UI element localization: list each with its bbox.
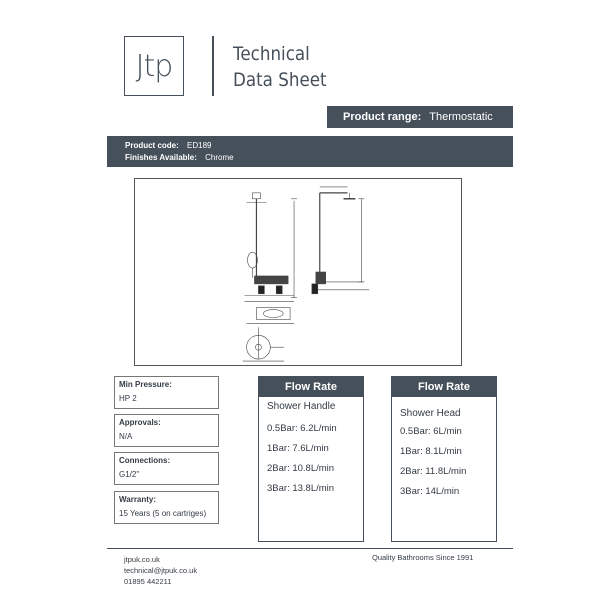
spec-value: 15 Years (5 on cartriges) — [119, 509, 207, 518]
spec-label: Min Pressure: — [119, 380, 172, 389]
spec-connections — [114, 452, 219, 485]
spec-value: N/A — [119, 432, 133, 441]
document-title — [233, 41, 327, 93]
finishes-row — [125, 152, 513, 164]
logo-text: Jtp — [135, 48, 173, 84]
flow-rate-row: 0.5Bar: 6L/min — [400, 426, 462, 437]
flow-rate-row: 2Bar: 10.8L/min — [267, 463, 335, 474]
product-info-bar — [107, 136, 513, 167]
spec-value: G1/2" — [119, 470, 140, 479]
flow-rate-row: 1Bar: 7.6L/min — [267, 443, 329, 454]
spec-min-pressure — [114, 376, 219, 409]
product-code-value: ED189 — [187, 141, 212, 150]
flow-rate-shower-handle — [258, 376, 364, 542]
spec-value: HP 2 — [119, 394, 137, 403]
jtp-logo — [124, 36, 184, 96]
flow-rate-row: 0.5Bar: 6.2L/min — [267, 423, 337, 434]
footer-phone: 01895 442211 — [124, 577, 172, 586]
footer-contact — [124, 554, 197, 587]
flow-rate-row: 2Bar: 11.8L/min — [400, 466, 467, 477]
flow-rate-row: 1Bar: 8.1L/min — [400, 446, 462, 457]
footer-email-link[interactable]: technical@jtpuk.co.uk — [124, 566, 198, 575]
flow-rate-header: Flow Rate — [259, 377, 363, 397]
logo-divider — [212, 36, 214, 96]
product-range-bar — [327, 106, 513, 128]
spec-warranty — [114, 491, 219, 524]
flow-rate-header: Flow Rate — [392, 377, 496, 397]
title-line-1: Technical — [233, 43, 310, 65]
flow-rate-row: 3Bar: 13.8L/min — [267, 483, 335, 494]
product-range-value: Thermostatic — [429, 111, 493, 123]
flow-rate-subtitle: Shower Handle — [267, 401, 336, 412]
product-range-label: Product range: — [343, 111, 422, 123]
spec-approvals — [114, 414, 219, 447]
product-code-row — [125, 140, 513, 152]
title-line-2: Data Sheet — [233, 69, 327, 91]
flow-rate-row: 3Bar: 14L/min — [400, 486, 460, 497]
spec-label: Warranty: — [119, 495, 157, 504]
footer-tagline: Quality Bathrooms Since 1991 — [372, 553, 474, 562]
finishes-label: Finishes Available: — [125, 153, 197, 162]
technical-drawing — [134, 178, 462, 366]
finishes-value: Chrome — [205, 153, 234, 162]
flow-rate-shower-head — [391, 376, 497, 542]
product-code-label: Product code: — [125, 141, 179, 150]
footer-website-link[interactable]: jtpuk.co.uk — [124, 555, 160, 564]
spec-label: Connections: — [119, 456, 171, 465]
flow-rate-subtitle: Shower Head — [400, 408, 461, 419]
spec-label: Approvals: — [119, 418, 161, 427]
footer-divider — [107, 548, 513, 549]
shower-diagram — [135, 179, 461, 365]
